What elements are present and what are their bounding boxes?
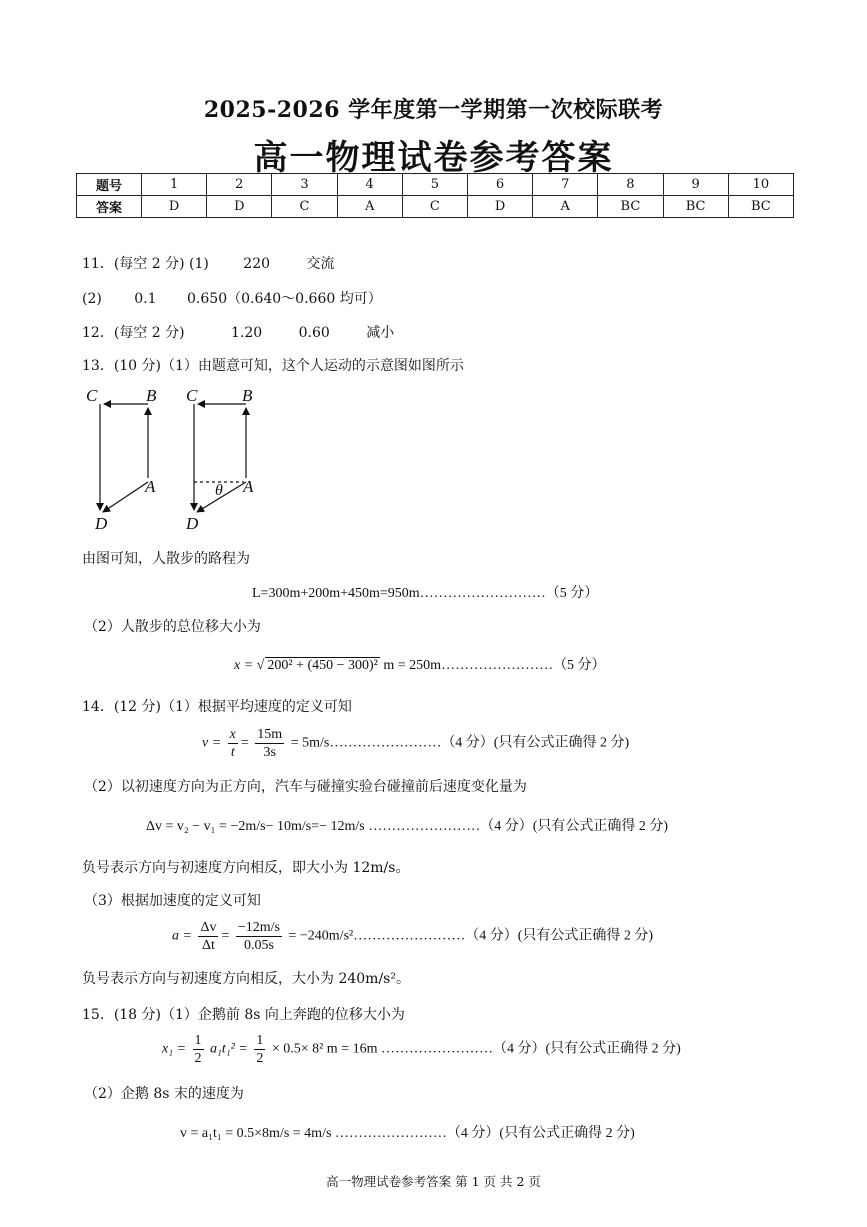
q11-answer-3: 0.1 <box>134 291 157 307</box>
table-cell: 7 <box>533 174 598 196</box>
answer-table-number-row <box>77 174 794 196</box>
q12-line <box>82 322 394 342</box>
dv-score: ……………………（4 分）(只有公式正确得 2 分) <box>368 819 669 834</box>
table-cell: 8 <box>598 174 663 196</box>
disp-score: ……………………（5 分） <box>441 658 606 673</box>
table-cell: 1 <box>142 174 207 196</box>
walk-diagram <box>80 382 280 537</box>
displacement-equation-line: x = √ 200² + (450 − 300)² m = 250m……………………（5 分） <box>234 658 606 673</box>
acceleration-equation-line: a = $\frac{\Delta v}{\Delta t}$ = $\frac{-12m/s}{0.05s}$ = −240m/s²……………………（4 分）(只有公式正确得 2 分) <box>172 920 654 953</box>
fraction-one-half: $\frac{1}{2}$ <box>256 1033 264 1066</box>
q11-head: 11．(每空 2 分) (1) <box>82 256 209 272</box>
disp-lhs: x = <box>234 658 254 673</box>
q11-answer-4: 0.650（0.640～0.660 均可） <box>187 291 382 307</box>
path-intro: 由图可知，人散步的路程为 <box>82 551 250 567</box>
table-cell: 4 <box>337 174 402 196</box>
a-rhs: = −240m/s² <box>288 928 354 944</box>
q12-head: 12．(每空 2 分) <box>82 325 185 341</box>
q14-part3-intro: （3）根据加速度的定义可知 <box>84 893 261 909</box>
x1-score: ……………………（4 分）(只有公式正确得 2 分) <box>380 1041 681 1057</box>
label-b: B <box>242 386 253 405</box>
number-row-label: 题号 <box>77 174 142 196</box>
table-cell: 6 <box>467 174 532 196</box>
x1-rhs: × 0.5× 8² m = 16m <box>271 1041 378 1057</box>
q12-answer-1: 1.20 <box>231 325 263 341</box>
a-lhs: a = <box>172 928 192 944</box>
q11-line2 <box>82 288 382 308</box>
table-cell: 9 <box>663 174 728 196</box>
table-cell: 5 <box>402 174 467 196</box>
table-cell: D <box>467 196 532 218</box>
dv-equation: Δv = v₂ − v₁ = −2m/s− 10m/s=− 12m/s <box>146 819 365 834</box>
dv-equation-line <box>146 815 668 835</box>
page-title: 高一物理试卷参考答案 <box>253 138 614 178</box>
dv-note: 负号表示方向与初速度方向相反，即大小为 12m/s。 <box>82 860 410 876</box>
path-equation-line <box>252 582 598 602</box>
answer-table <box>76 173 794 218</box>
label-a: A <box>243 477 254 496</box>
label-c: C <box>186 386 198 405</box>
v-lhs: v = <box>202 735 222 751</box>
x1-equation-line <box>162 1032 681 1067</box>
q11-part2-head: (2) <box>82 291 102 307</box>
v8-equation-line <box>180 1122 635 1142</box>
table-cell: A <box>337 196 402 218</box>
q15-intro: 15．(18 分)（1）企鹅前 8s 向上奔跑的位移大小为 <box>82 1007 405 1023</box>
q14-part2-intro: （2）以初速度方向为正方向，汽车与碰撞实验台碰撞前后速度变化量为 <box>84 779 527 795</box>
v8-score: ……………………（4 分）(只有公式正确得 2 分) <box>334 1126 635 1141</box>
label-theta: θ <box>215 482 223 499</box>
q11-answer-1: 220 <box>243 256 271 272</box>
table-cell: 10 <box>728 174 793 196</box>
table-cell: 2 <box>207 174 272 196</box>
exam-subtitle: 2025-2026 学年度第一学期第一次校际联考 <box>203 97 664 123</box>
q14-intro: 14．(12 分)（1）根据平均速度的定义可知 <box>82 699 352 715</box>
x1-lhs: x₁ = <box>162 1041 187 1057</box>
q11-line1 <box>82 253 334 273</box>
fraction-15m-over-3s: $\frac{15m}{3s}$ <box>257 727 283 760</box>
disp-root: 200² + (450 − 300)² <box>267 658 378 673</box>
path-equation: L=300m+200m+450m=950m <box>252 586 420 601</box>
table-cell: D <box>142 196 207 218</box>
label-d: D <box>95 514 108 533</box>
answer-row-label: 答案 <box>77 196 142 218</box>
fraction-12-over-005: $\frac{-12m/s}{0.05s}$ <box>237 920 280 953</box>
label-d: D <box>186 514 199 533</box>
v-score: ……………………（4 分）(只有公式正确得 2 分) <box>329 735 630 751</box>
table-cell: BC <box>663 196 728 218</box>
velocity-equation-line: v = $\frac{x}{t}$ = $\frac{15m}{3s}$ = 5m/s……………………（4 分）(只有公式正确得 2 分) <box>202 727 630 760</box>
q12-answer-3: 减小 <box>366 325 395 341</box>
page-footer: 高一物理试卷参考答案 第 1 页 共 2 页 <box>326 1174 541 1189</box>
displacement-intro: （2）人散步的总位移大小为 <box>84 619 261 635</box>
table-cell: D <box>207 196 272 218</box>
disp-rhs: m = 250m <box>383 658 442 673</box>
fraction-one-half: $\frac{1}{2}$ <box>194 1033 202 1066</box>
table-cell: BC <box>728 196 793 218</box>
fraction-x-over-t: $\frac{x}{t}$ <box>229 727 236 760</box>
table-cell: BC <box>598 196 663 218</box>
table-cell: A <box>533 196 598 218</box>
label-b: B <box>146 386 157 405</box>
v8-equation: v = a₁t₁ = 0.5×8m/s = 4m/s <box>180 1126 332 1141</box>
q12-answer-2: 0.60 <box>298 325 330 341</box>
q13-intro: 13．(10 分)（1）由题意可知，这个人运动的示意图如图所示 <box>82 358 464 374</box>
table-cell: 3 <box>272 174 337 196</box>
path-score: ………………………（5 分） <box>419 586 599 601</box>
fraction-dv-over-dt: $\frac{\Delta v}{\Delta t}$ <box>200 920 217 953</box>
diagram-left <box>100 404 148 512</box>
q15-part2-intro: （2）企鹅 8s 末的速度为 <box>84 1086 244 1102</box>
answer-table-answer-row <box>77 196 794 218</box>
label-a: A <box>145 477 156 496</box>
x1-mid: a₁t₁² = <box>210 1041 248 1057</box>
v-rhs: = 5m/s <box>290 735 330 751</box>
table-cell: C <box>402 196 467 218</box>
table-cell: C <box>272 196 337 218</box>
a-score: ……………………（4 分）(只有公式正确得 2 分) <box>353 928 654 944</box>
label-c: C <box>86 386 98 405</box>
q11-answer-2: 交流 <box>306 256 335 272</box>
a-note: 负号表示方向与初速度方向相反，大小为 240m/s²。 <box>82 971 410 987</box>
